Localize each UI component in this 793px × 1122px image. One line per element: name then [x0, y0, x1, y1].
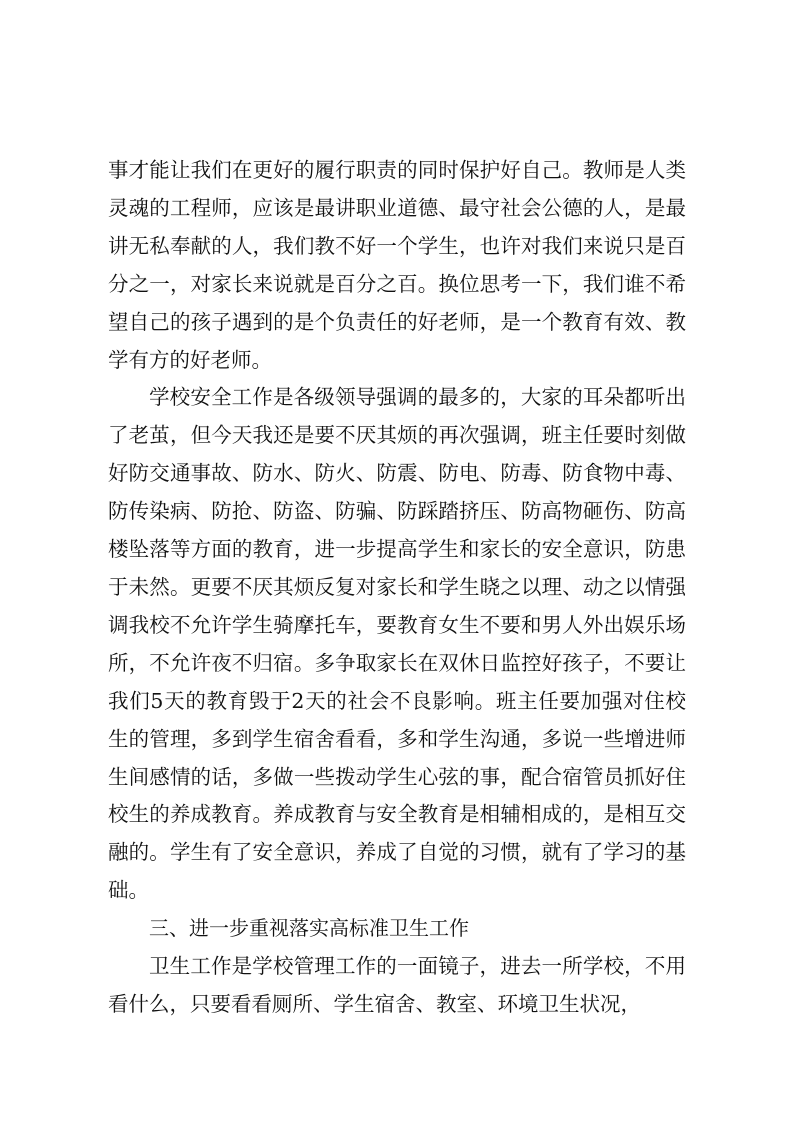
paragraph-continuation: 事才能让我们在更好的履行职责的同时保护好自己。教师是人类灵魂的工程师，应该是最讲职业道德、最守社会公德的人，是最讲无私奉献的人，我们教不好一个学生，也许对我们来说只是百分之一，对家长来说就是百分之百。换位思考一下，我们谁不希望自己的孩子遇到的是个负责任的好老师，是一个教育有效、教学有方的好老师。 [108, 158, 686, 372]
section-heading-hygiene: 三、进一步重视落实高标准卫生工作 [149, 916, 469, 941]
paragraph-hygiene: 卫生工作是学校管理工作的一面镜子，进去一所学校，不用看什么，只要看看厕所、学生宿舍、教室、环境卫生状况， [108, 954, 686, 1016]
document-body [108, 152, 686, 1024]
paragraph-school-safety: 学校安全工作是各级领导强调的最多的，大家的耳朵都听出了老茧，但今天我还是要不厌其烦的再次强调，班主任要时刻做好防交通事故、防水、防火、防震、防电、防毒、防食物中毒、防传染病、防抢、防盗、防骗、防踩踏挤压、防高物砸伤、防高楼坠落等方面的教育，进一步提高学生和家长的安全意识，防患于未然。更要不厌其烦反复对家长和学生晓之以理、动之以情强调我校不允许学生骑摩托车，要教育女生不要和男人外出娱乐场所，不允许夜不归宿。多争取家长在双休日监控好孩子，不要让我们5天的教育毁于2天的社会不良影响。班主任要加强对住校生的管理，多到学生宿舍看看，多和学生沟通，多说一些增进师生间感情的话，多做一些拨动学生心弦的事，配合宿管员抓好住校生的养成教育。养成教育与安全教育是相辅相成的，是相互交融的。学生有了安全意识，养成了自觉的习惯，就有了学习的基础。 [108, 385, 686, 903]
